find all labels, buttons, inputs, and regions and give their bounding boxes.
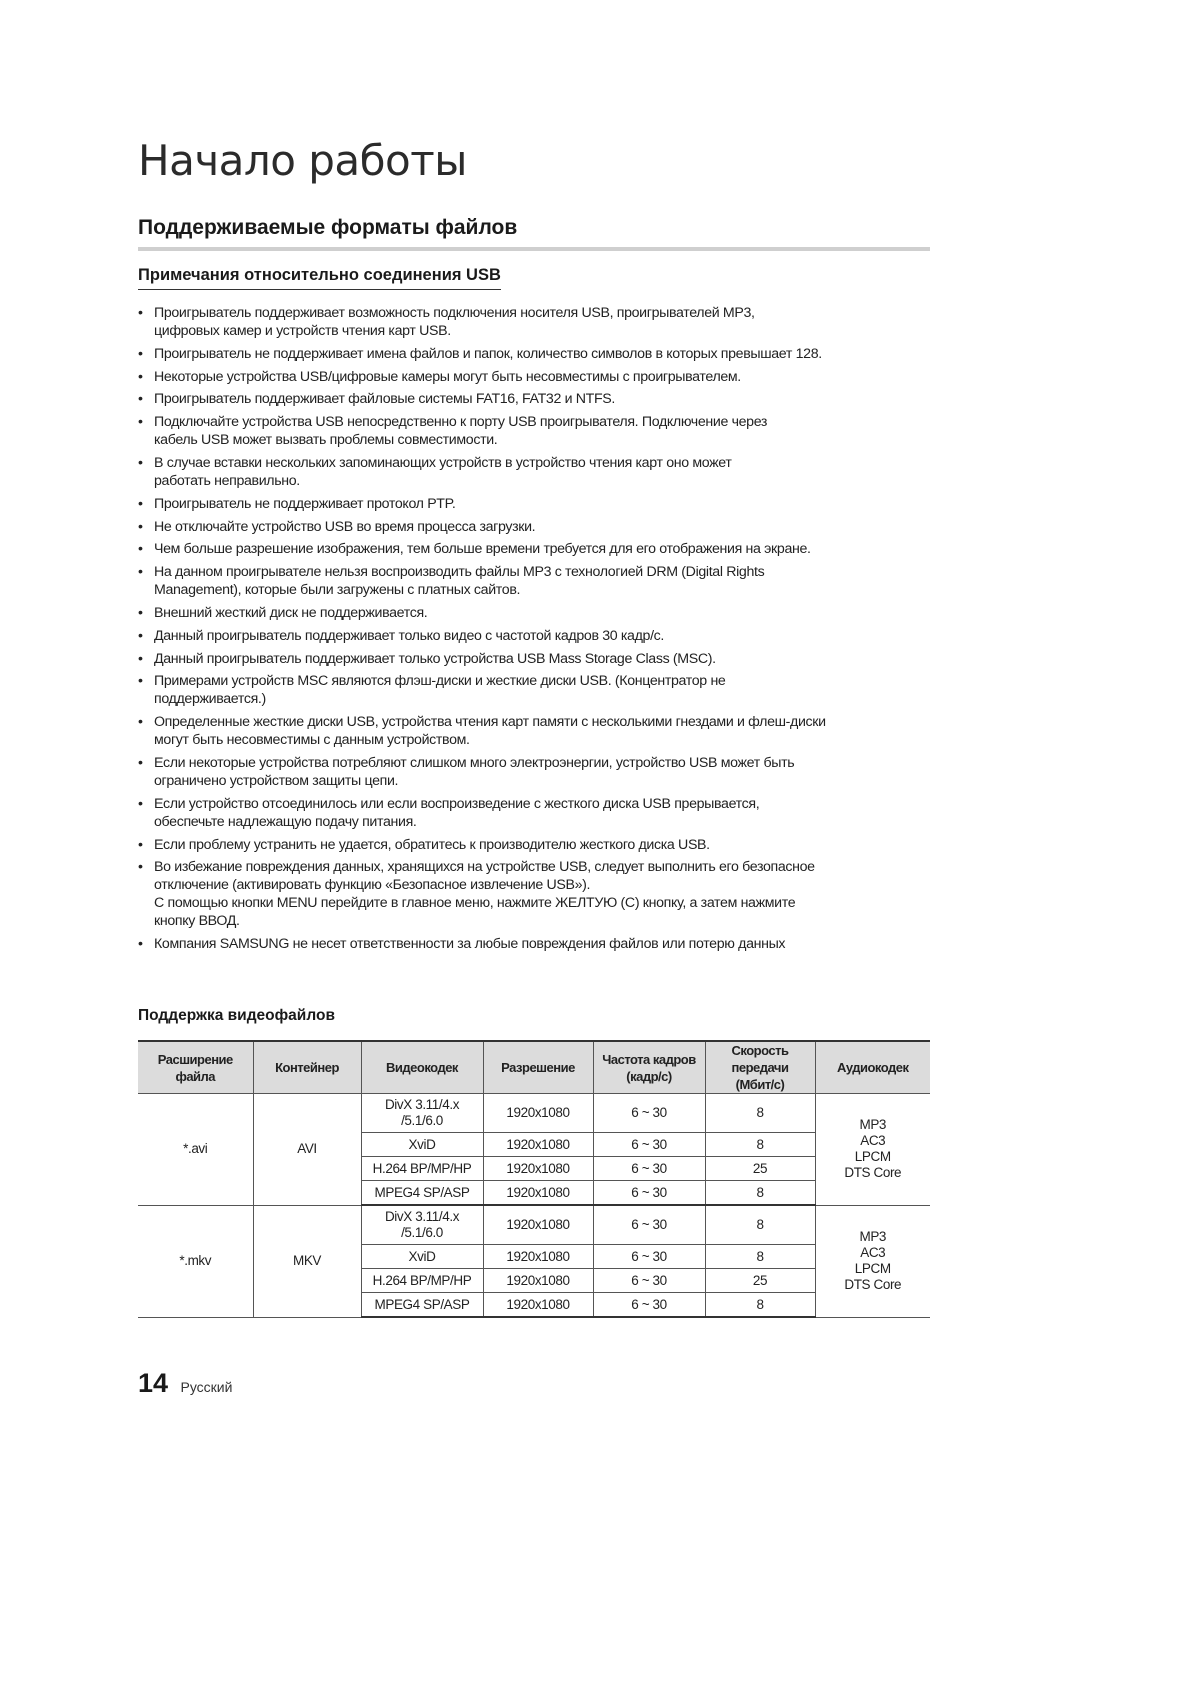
text-line: MP3 (859, 1229, 887, 1244)
usb-note-item (138, 754, 930, 790)
bitrate-cell: 25 (705, 1269, 815, 1293)
frame-rate-cell: 6 ~ 30 (593, 1133, 705, 1157)
column-header (705, 1041, 815, 1094)
video-codec-cell (361, 1245, 483, 1269)
bullet-icon: • (138, 795, 143, 812)
resolution-cell: 1920x1080 (483, 1205, 593, 1245)
usb-note-line: С помощью кнопки MENU перейдите в главное меню, нажмите ЖЕЛТУЮ (C) кнопку, а затем нажмите (154, 895, 796, 912)
usb-note-item (138, 413, 930, 449)
page-footer (138, 1368, 232, 1399)
page-number: 14 (138, 1368, 169, 1398)
text-line: H.264 BP/MP/HP (372, 1272, 472, 1288)
frame-rate-cell: 6 ~ 30 (593, 1157, 705, 1181)
video-codec-cell (361, 1133, 483, 1157)
text-line: H.264 BP/MP/HP (372, 1160, 472, 1176)
usb-note-item (138, 518, 930, 536)
text-line: Контейнер (275, 1060, 339, 1075)
video-codec-cell (361, 1181, 483, 1206)
usb-note-line: Проигрыватель поддерживает возможность подключения носителя USB, проигрывателей MP3, (154, 305, 755, 321)
section-divider (138, 247, 930, 251)
video-support-title: Поддержка видеофайлов (138, 1007, 335, 1024)
table-header-row (138, 1041, 930, 1094)
usb-notes-title: Примечания относительно соединения USB (138, 266, 501, 290)
resolution-cell: 1920x1080 (483, 1157, 593, 1181)
bullet-icon: • (138, 564, 143, 581)
text-line: DTS Core (844, 1277, 902, 1292)
bullet-icon: • (138, 836, 143, 853)
video-format-table (138, 1040, 930, 1318)
column-header (253, 1041, 361, 1094)
usb-note-line: Внешний жесткий диск не поддерживается. (154, 604, 428, 621)
usb-note-line: В случае вставки нескольких запоминающих устройств в устройство чтения карт оно может (154, 454, 732, 471)
usb-notes-list (138, 304, 930, 958)
frame-rate-cell: 6 ~ 30 (593, 1269, 705, 1293)
bitrate-cell: 8 (705, 1245, 815, 1269)
usb-note-item (138, 390, 930, 408)
bullet-icon: • (138, 454, 143, 471)
usb-note-item (138, 454, 930, 490)
text-line: MPEG4 SP/ASP (374, 1296, 470, 1312)
usb-note-line: Чем больше разрешение изображения, тем больше времени требуется для его отображения на экране. (154, 541, 811, 558)
text-line: MP3 (859, 1117, 887, 1133)
text-line: (кадр/с) (626, 1068, 672, 1084)
bitrate-cell: 8 (705, 1133, 815, 1157)
resolution-cell: 1920x1080 (483, 1094, 593, 1133)
bullet-icon: • (138, 604, 143, 621)
resolution-cell: 1920x1080 (483, 1269, 593, 1293)
usb-note-line: обеспечьте надлежащую подачу питания. (154, 813, 417, 830)
bullet-icon: • (138, 495, 143, 512)
usb-note-line: кабель USB может вызвать проблемы совместимости. (154, 432, 498, 449)
usb-note-item (138, 858, 930, 930)
bullet-icon: • (138, 305, 143, 321)
text-line: Аудиокодек (836, 1060, 909, 1075)
text-line: LPCM (854, 1261, 891, 1276)
bullet-icon: • (138, 541, 143, 558)
text-line: Разрешение (501, 1060, 575, 1075)
frame-rate-cell: 6 ~ 30 (593, 1094, 705, 1133)
usb-note-item (138, 836, 930, 854)
text-line: DTS Core (844, 1165, 902, 1181)
usb-note-line: Некоторые устройства USB/цифровые камеры могут быть несовместимы с проигрывателем. (154, 368, 741, 385)
bitrate-cell: 8 (705, 1181, 815, 1206)
text-line: DivX 3.11/4.x (384, 1097, 460, 1112)
usb-note-line: Проигрыватель не поддерживает протокол PTP. (154, 495, 456, 512)
usb-note-line: поддерживается.) (154, 691, 266, 708)
text-line: LPCM (854, 1149, 891, 1165)
bitrate-cell: 8 (705, 1205, 815, 1245)
usb-note-line: цифровых камер и устройств чтения карт USB. (154, 323, 451, 339)
usb-note-item (138, 604, 930, 622)
usb-note-line: Компания SAMSUNG не несет ответственности за любые повреждения файлов или потерю данных (154, 936, 786, 953)
usb-note-line: Если устройство отсоединилось или если воспроизведение с жесткого диска USB прерывается, (154, 795, 760, 812)
bullet-icon: • (138, 414, 143, 431)
usb-note-line: могут быть несовместимы с данным устройством. (154, 732, 470, 749)
bullet-icon: • (138, 627, 143, 644)
bitrate-cell: 8 (705, 1293, 815, 1318)
resolution-cell: 1920x1080 (483, 1293, 593, 1318)
bullet-icon: • (138, 391, 143, 408)
usb-note-line: Подключайте устройства USB непосредственно к порту USB проигрывателя. Подключение через (154, 414, 768, 431)
usb-note-line: Данный проигрыватель поддерживает только видео с частотой кадров 30 кадр/с. (154, 627, 664, 644)
table-header (138, 1041, 930, 1094)
usb-note-line: кнопку ВВОД. (154, 913, 240, 930)
column-header (483, 1041, 593, 1094)
usb-note-item (138, 672, 930, 708)
usb-note-item (138, 713, 930, 749)
bullet-icon: • (138, 754, 143, 771)
usb-note-item (138, 304, 930, 340)
bullet-icon: • (138, 368, 143, 385)
usb-note-line: Management), которые были загружены с платных сайтов. (154, 582, 521, 599)
usb-note-line: Проигрыватель поддерживает файловые системы FAT16, FAT32 и NTFS. (154, 391, 616, 408)
column-header (593, 1041, 705, 1094)
text-line: XviD (408, 1248, 436, 1264)
text-line: /5.1/6.0 (401, 1113, 443, 1128)
resolution-cell: 1920x1080 (483, 1245, 593, 1269)
usb-note-line: Определенные жесткие диски USB, устройства чтения карт памяти с несколькими гнездами и флеш-диски (154, 714, 826, 731)
text-line: Частота кадров (602, 1051, 696, 1067)
bitrate-cell: 8 (705, 1094, 815, 1133)
usb-note-line: На данном проигрывателе нельзя воспроизводить файлы MP3 с технологией DRM (Digital Rights (154, 564, 765, 581)
column-header (361, 1041, 483, 1094)
text-line: Расширение (157, 1051, 233, 1067)
column-header (815, 1041, 930, 1094)
resolution-cell: 1920x1080 (483, 1181, 593, 1206)
table-row (138, 1094, 930, 1133)
container-cell: AVI (253, 1094, 361, 1206)
text-line: (Мбит/с) (735, 1077, 785, 1092)
text-line: Видеокодек (386, 1060, 458, 1075)
usb-note-item (138, 650, 930, 668)
text-line: /5.1/6.0 (401, 1225, 443, 1240)
bullet-icon: • (138, 650, 143, 667)
video-codec-cell (361, 1094, 483, 1133)
usb-note-line: работать неправильно. (154, 472, 300, 489)
frame-rate-cell: 6 ~ 30 (593, 1181, 705, 1206)
bullet-icon: • (138, 859, 143, 876)
file-extension-cell: *.mkv (138, 1205, 253, 1317)
text-line: AC3 (860, 1133, 886, 1149)
usb-note-line: Если проблему устранить не удается, обратитесь к производителю жесткого диска USB. (154, 836, 710, 853)
usb-note-line: Данный проигрыватель поддерживает только устройства USB Mass Storage Class (MSC). (154, 650, 716, 667)
bullet-icon: • (138, 714, 143, 731)
usb-note-line: Проигрыватель не поддерживает имена файлов и папок, количество символов в которых превышает 128. (154, 345, 822, 362)
frame-rate-cell: 6 ~ 30 (593, 1293, 705, 1318)
bitrate-cell: 25 (705, 1157, 815, 1181)
video-codec-cell (361, 1293, 483, 1318)
usb-note-line: Не отключайте устройство USB во время процесса загрузки. (154, 518, 536, 535)
usb-note-item (138, 345, 930, 363)
text-line: файла (175, 1068, 216, 1084)
column-header (138, 1041, 253, 1094)
bullet-icon: • (138, 673, 143, 690)
table-body (138, 1094, 930, 1318)
usb-note-line: Примерами устройств MSC являются флэш-диски и жесткие диски USB. (Концентратор не (154, 673, 726, 690)
video-codec-cell (361, 1157, 483, 1181)
usb-note-item (138, 540, 930, 558)
usb-note-item (138, 563, 930, 599)
bullet-icon: • (138, 936, 143, 953)
text-line: XviD (408, 1136, 436, 1152)
usb-note-line: отключение (активировать функцию «Безопасное извлечение USB»). (154, 877, 591, 894)
usb-note-item (138, 627, 930, 645)
chapter-title: Начало работы (138, 136, 467, 185)
usb-note-item (138, 368, 930, 386)
audio-codec-cell (815, 1094, 930, 1206)
file-extension-cell: *.avi (138, 1094, 253, 1206)
usb-note-line: Во избежание повреждения данных, хранящихся на устройстве USB, следует выполнить его безопасное (154, 859, 815, 876)
text-line: Скорость передачи (731, 1043, 789, 1075)
frame-rate-cell: 6 ~ 30 (593, 1245, 705, 1269)
bullet-icon: • (138, 345, 143, 362)
text-line: DivX 3.11/4.x (384, 1209, 460, 1224)
section-title: Поддерживаемые форматы файлов (138, 216, 518, 239)
container-cell: MKV (253, 1205, 361, 1317)
text-line: AC3 (860, 1245, 886, 1260)
video-codec-cell (361, 1205, 483, 1245)
usb-note-item (138, 495, 930, 513)
usb-note-line: Если некоторые устройства потребляют слишком много электроэнергии, устройство USB может быть (154, 754, 795, 771)
video-codec-cell (361, 1269, 483, 1293)
page-language: Русский (180, 1379, 233, 1395)
usb-note-item (138, 795, 930, 831)
usb-note-line: ограничено устройством защиты цепи. (154, 772, 399, 789)
usb-note-item (138, 935, 930, 953)
table-row (138, 1205, 930, 1245)
bullet-icon: • (138, 518, 143, 535)
resolution-cell: 1920x1080 (483, 1133, 593, 1157)
audio-codec-cell (815, 1205, 930, 1317)
frame-rate-cell: 6 ~ 30 (593, 1205, 705, 1245)
text-line: MPEG4 SP/ASP (374, 1184, 470, 1200)
